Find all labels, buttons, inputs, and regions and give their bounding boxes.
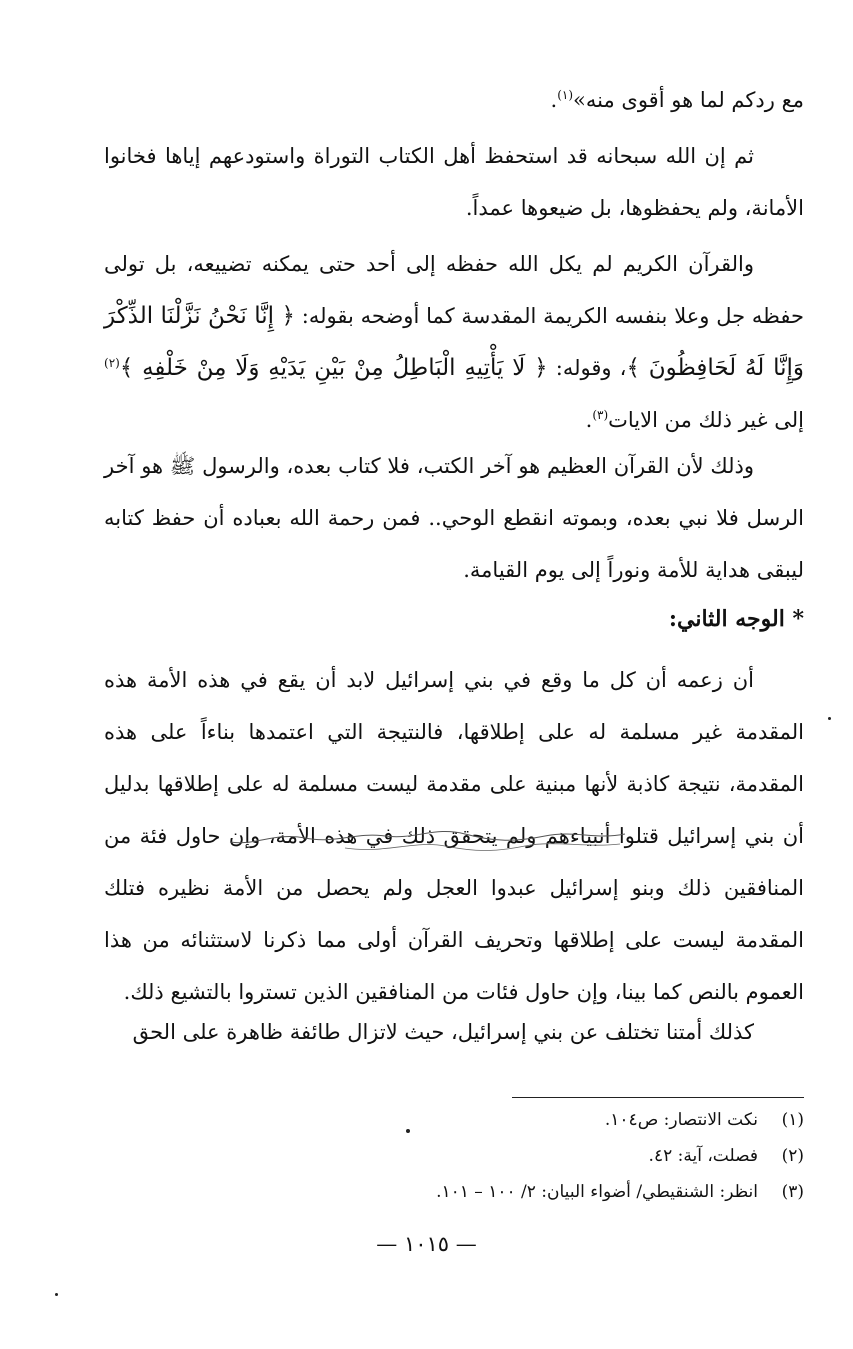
paragraph-3-block [104, 238, 804, 446]
footnote-ref-1: (١) [557, 88, 574, 102]
scan-speck [828, 717, 831, 720]
quran-verse-2: ﴿ لَا يَأْتِيهِ الْبَاطِلُ مِنْ بَيْنِ يَدَيْهِ وَلَا مِنْ خَلْفِهِ ﴾ [119, 355, 548, 381]
paragraph-5: أن زعمه أن كل ما وقع في بني إسرائيل لابد أن يقع في هذه الأمة هذه المقدمة غير مسلمة له على إطلاقها، فالنتيجة التي اعتمدها بناءاً على هذه المقدمة، نتيجة كاذبة لأنها مبنية على مقدمة ليست مسلمة له على إطلاقها بدليل أن بني إسرائيل قتلوا أنبياءهم ولم يتحقق ذلك في هذه الأمة، وإن حاول فئة من المنافقين ذلك وبنو إسرائيل عبدوا العجل ولم يحصل من الأمة نظيره فتلك المقدمة ليست على إطلاقها وتحريف القرآن أولى مما ذكرنا لاستثنائه من هذا العموم بالنص كما بينا، وإن حاول فئات من المنافقين الذين تستروا بالتشيع ذلك. [104, 668, 804, 1004]
footnote-3 [300, 1174, 804, 1210]
footnote-ref-3: (٣) [592, 408, 609, 422]
main-text [104, 74, 804, 126]
footnote-number: (٢) [781, 1146, 804, 1166]
scan-speck [55, 1293, 58, 1296]
section-heading: * الوجه الثاني: [668, 606, 804, 632]
paragraph-4: وذلك لأن القرآن العظيم هو آخر الكتب، فلا كتاب بعده، والرسول ﷺ هو آخر الرسل فلا نبي بعده، وبموته انقطع الوحي.. فمن رحمة الله بعباده أن حفظ كتابه ليبقى هداية للأمة ونوراً إلى يوم القيامة. [104, 454, 804, 582]
paragraph-2: ثم إن الله سبحانه قد استحفظ أهل الكتاب التوراة واستودعهم إياها فخانوا الأمانة، ولم يحفظوها، بل ضيعوها عمداً. [104, 144, 804, 220]
footnote-number: (١) [781, 1110, 804, 1130]
paragraph-1-text: مع ردكم لما هو أقوى منه» [573, 88, 804, 112]
footnote-text: فصلت، آية: ٤٢. [648, 1146, 758, 1166]
paragraph-2-block [104, 130, 804, 234]
footnote-2 [300, 1138, 804, 1174]
scan-speck [406, 1129, 410, 1133]
paragraph-3-text-d: . [585, 408, 593, 432]
paragraph-3-text-c: إلى غير ذلك من الايات [608, 408, 804, 432]
footnote-text: انظر: الشنقيطي/ أضواء البيان: ٢/ ١٠٠ – ١٠١. [436, 1182, 758, 1202]
paragraph-3-text-b: ، وقوله: [555, 356, 627, 380]
paragraph-1: مع ردكم لما هو أقوى منه»$^{(١)}$. [550, 88, 804, 112]
footnote-number: (٣) [781, 1182, 804, 1202]
paragraph-3 [104, 238, 804, 446]
paragraph-6: كذلك أمتنا تختلف عن بني إسرائيل، حيث لاتزال طائفة ظاهرة على الحق [132, 1020, 754, 1044]
footnote-ref-2: (٢) [104, 356, 120, 370]
footnote-1 [300, 1102, 804, 1138]
quran-verse-1: ﴿ إِنَّا نَحْنُ نَزَّلْنَا الذِّكْرَ وَإِنَّا لَهُ لَحَافِظُونَ ﴾ [104, 303, 804, 381]
footnote-text: نكت الانتصار: ص١٠٤. [604, 1110, 758, 1130]
heading-block [104, 593, 804, 645]
footnotes [300, 1102, 804, 1210]
paragraph-3-text-a: والقرآن الكريم لم يكل الله حفظه إلى أحد حتى يمكنه تضييعه، بل تولى حفظه جل وعلا بنفسه الكريمة المقدسة كما أوضحه بقوله: [104, 252, 804, 328]
footnote-separator [512, 1097, 804, 1098]
page-number: — ١٠١٥ — [376, 1232, 477, 1256]
paragraph-6-block [104, 1006, 804, 1058]
handwritten-annotation [225, 826, 630, 860]
paragraph-4-block [104, 440, 804, 596]
